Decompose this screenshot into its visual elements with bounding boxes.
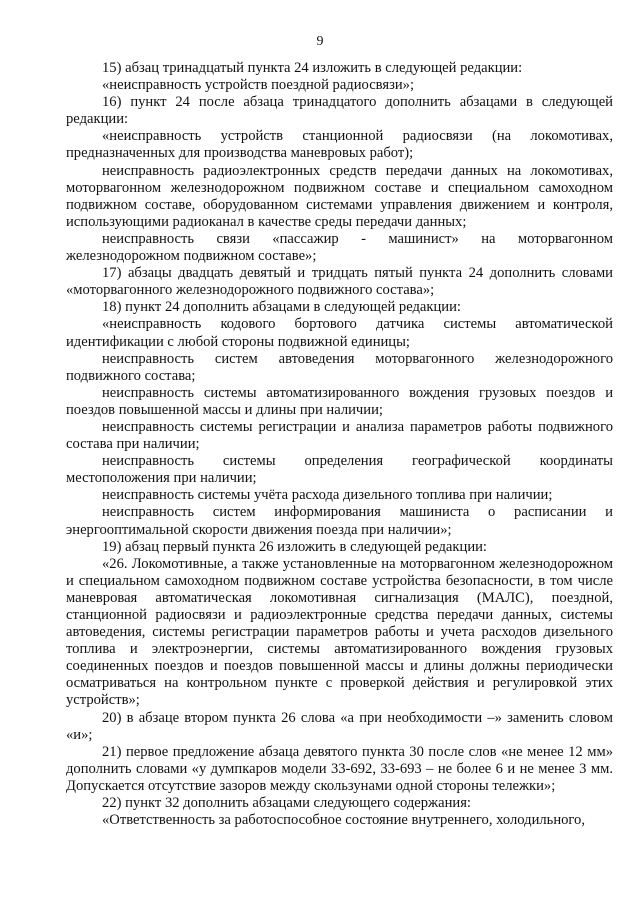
paragraph: неисправность системы определения географической координаты местоположения при наличии;: [66, 453, 613, 487]
paragraph: 18) пункт 24 дополнить абзацами в следующей редакции:: [102, 299, 461, 316]
paragraph: неисправность систем информирования машиниста о расписании и энергооптимальной скорости движения поезда при наличии»;: [66, 504, 613, 538]
paragraph: «неисправность устройств поездной радиосвязи»;: [102, 77, 415, 94]
paragraph: «неисправность устройств станционной радиосвязи (на локомотивах, предназначенных для производства маневровых работ);: [66, 128, 613, 162]
paragraph: «Ответственность за работоспособное состояние внутреннего, холодильного,: [102, 812, 585, 829]
document-body: [66, 60, 613, 829]
paragraph: «26. Локомотивные, а также установленные на моторвагонном железнодорожном и специальном самоходном подвижном составе устройства безопасности, в том числе маневровая автоматическая локомотивная сигнализация (МАЛС), поездной, станционной радиосвязи и радиоэлектронные средства передачи данных, системы автоведения, системы регистрации параметров работы и учета расходов дизельного топлива и электроэнергии, системы автоматизированного вождения грузовых соединенных поездов и поездов повышенной массы и длины должны периодически осматриваться на контрольном пункте с проверкой действия и регулировкой этих устройств»;: [66, 555, 613, 709]
paragraph: неисправность систем автоведения моторвагонного железнодорожного подвижного состава;: [66, 350, 613, 384]
paragraph: 16) пункт 24 после абзаца тринадцатого дополнить абзацами в следующей редакции:: [66, 94, 613, 128]
paragraph: неисправность системы автоматизированного вождения грузовых поездов и поездов повышенной массы и длины при наличии;: [66, 384, 613, 418]
paragraph: неисправность системы регистрации и анализа параметров работы подвижного состава при наличии;: [66, 418, 613, 453]
paragraph: 21) первое предложение абзаца девятого пункта 30 после слов «не менее 12 мм» дополнить словами «у думпкаров модели 33-692, 33-693 – не более 6 и не менее 3 мм. Допускается отсутствие зазоров между скользунами одной стороны тележки»;: [66, 743, 613, 794]
paragraph: 19) абзац первый пункта 26 изложить в следующей редакции:: [102, 538, 487, 555]
paragraph: неисправность связи «пассажир - машинист» на моторвагонном железнодорожном подвижном составе»;: [66, 230, 613, 265]
paragraph: неисправность системы учёта расхода дизельного топлива при наличии;: [102, 487, 553, 504]
paragraph: 17) абзацы двадцать девятый и тридцать пятый пункта 24 дополнить словами «моторвагонного железнодорожного подвижного состава»;: [66, 265, 613, 299]
paragraph: «неисправность кодового бортового датчика системы автоматической идентификации с любой стороны подвижной единицы;: [66, 316, 613, 350]
paragraph: 20) в абзаце втором пункта 26 слова «а при необходимости –» заменить словом «и»;: [66, 709, 613, 743]
paragraph: неисправность радиоэлектронных средств передачи данных на локомотивах, моторвагонном железнодорожном подвижном составе и специальном самоходном подвижном составе, оборудованном системами управления движением и контроля, использующими радиоканал в качестве среды передачи данных;: [66, 162, 613, 230]
paragraph: 22) пункт 32 дополнить абзацами следующего содержания:: [102, 795, 471, 812]
page-number: 9: [316, 34, 324, 49]
paragraph: 15) абзац тринадцатый пункта 24 изложить в следующей редакции:: [102, 60, 523, 76]
